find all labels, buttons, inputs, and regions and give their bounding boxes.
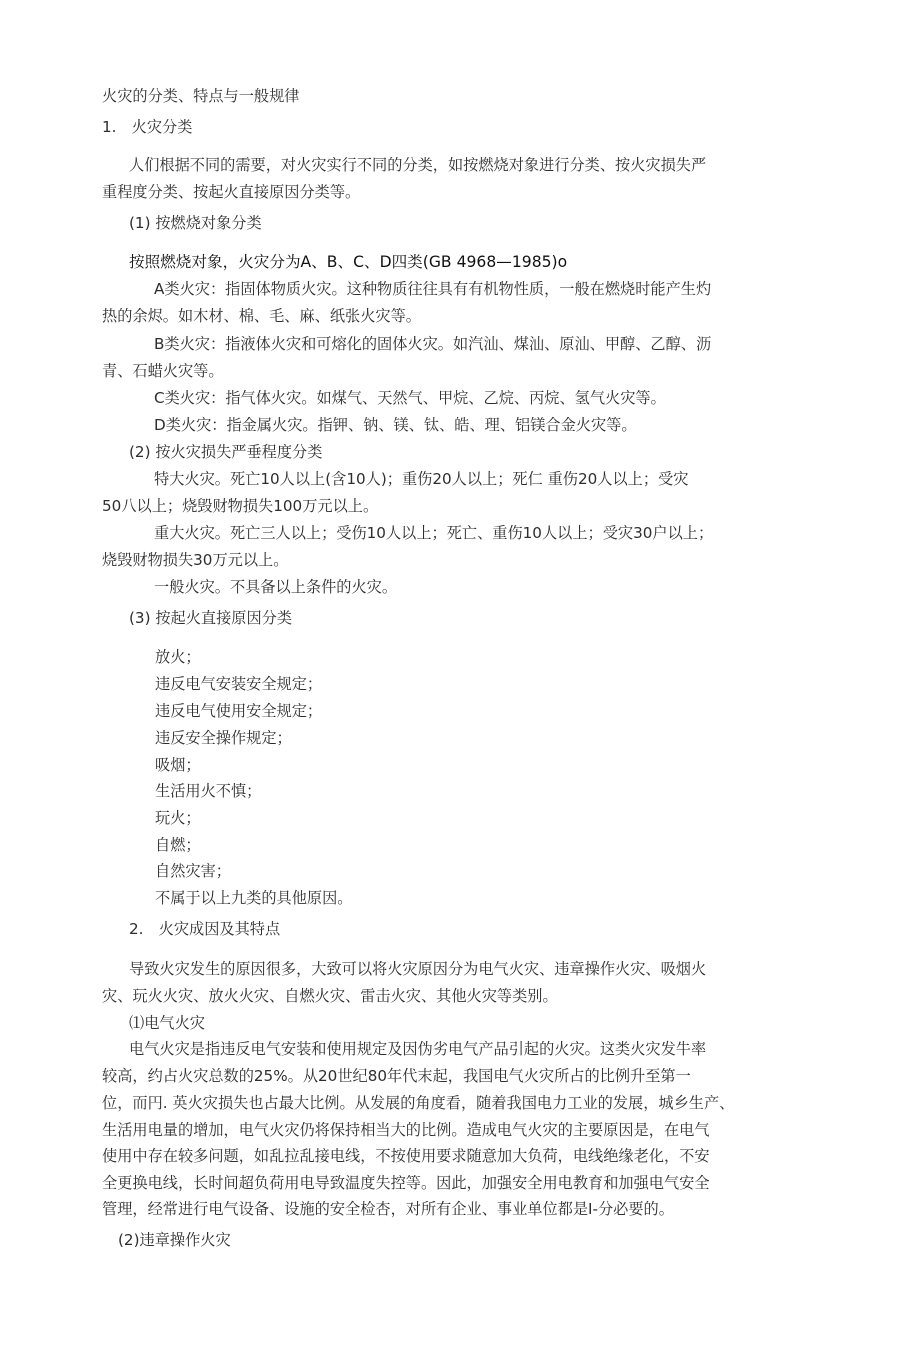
class-d: D类火灾：指金属火灾。指钾、钠、镁、钛、皓、理、铝镁合金火灾等。: [154, 416, 637, 434]
class-a-line-2: 热的余烬。如木材、棉、毛、麻、纸张火灾等。: [102, 307, 421, 325]
cause-item: 玩火；: [155, 809, 201, 827]
cause-item: 违反电气使用安全规定；: [155, 702, 323, 720]
cause-item: 吸烟；: [155, 756, 201, 774]
subsection-2-heading: (2) 按火灾损失严垂程度分类: [129, 443, 323, 461]
electrical-fire-heading: ⑴电气火灾: [129, 1014, 205, 1032]
special-fire-line-2: 50八以上；烧毁财物损失100万元以上。: [102, 497, 379, 515]
section-1-heading: 1. 火灾分类: [102, 118, 193, 136]
violation-fire-heading: (2)违章操作火灾: [118, 1231, 231, 1249]
cause-item: 违反安全操作规定；: [155, 729, 292, 747]
section-2-intro-line-2: 灾、玩火火灾、放火火灾、自燃火灾、雷击火灾、其他火灾等类别。: [102, 987, 558, 1005]
cause-item: 自燃；: [155, 836, 201, 854]
document-title: 火灾的分类、特点与一般规律: [102, 87, 300, 105]
class-b-line-2: 青、石蜡火灾等。: [102, 362, 224, 380]
section-2-intro-line-1: 导致火灾发生的原因很多，大致可以将火灾原因分为电气火灾、违章操作火灾、吸烟火: [129, 960, 707, 978]
major-fire-line-1: 重大火灾。死亡三人以上；受伤10人以上；死亡、重伤10人以上；受灾30户以上；: [154, 524, 714, 542]
cause-item: 放火；: [155, 648, 201, 666]
class-b-line-1: B类火灾：指液体火灾和可熔化的固体火灾。如汽汕、煤汕、原汕、甲醇、乙醇、沥: [154, 335, 712, 353]
electrical-fire-body-line: 生活用电量的增加，电气火灾仍将保持相当大的比例。造成电气火灾的主要原因是，在电气: [102, 1121, 710, 1139]
electrical-fire-body-line: 全更换电线，长时间超负荷用电导致温度失控等。因此，加强安全用电教育和加强电气安全: [102, 1174, 710, 1192]
electrical-fire-body-line: 电气火灾是指违反电气安装和使用规定及因伪劣电气产品引起的火灾。这类火灾发牛率: [129, 1040, 707, 1058]
cause-item: 生活用火不慎；: [155, 782, 262, 800]
subsection-1-heading: (1) 按燃烧对象分类: [129, 214, 262, 232]
subsection-3-heading: (3) 按起火直接原因分类: [129, 609, 293, 627]
section-1-intro-line-2: 重程度分类、按起火直接原因分类等。: [102, 183, 361, 201]
cause-item: 不属于以上九类的具他原因。: [155, 889, 353, 907]
electrical-fire-body-line: 管理，经常进行电气设备、设施的安全检杏，对所有企业、事业单位都是I-分必要的。: [102, 1200, 674, 1218]
major-fire-line-2: 烧毁财物损失30万元以上。: [102, 551, 289, 569]
cause-item: 自然灾害；: [155, 862, 231, 880]
special-fire-line-1: 特大火灾。死亡10人以上(含10人)；重伤20人以上；死仁 重伤20人以上；受灾: [154, 470, 689, 488]
class-c: C类火灾：指气体火灾。如煤气、天然气、甲烷、乙烷、丙烷、氢气火灾等。: [154, 389, 666, 407]
section-1-intro-line-1: 人们根据不同的需要，对火灾实行不同的分类，如按燃烧对象进行分类、按火灾损失严: [129, 156, 707, 174]
class-a-line-1: A类火灾：指固体物质火灾。这种物质往往具有有机物性质，一般在燃烧时能产生灼: [154, 280, 712, 298]
electrical-fire-body-line: 较高，约占火灾总数的25%。从20世纪80年代末起，我国电气火灾所占的比例升至第一: [102, 1067, 691, 1085]
classification-lead: 按照燃烧对象，火灾分为A、B、C、D四类(GB 4968—1985)o: [129, 253, 568, 271]
electrical-fire-body-line: 使用中存在较多问题，如乱拉乱接电线，不按使用要求随意加大负荷，电线绝缘老化，不安: [102, 1147, 710, 1165]
section-2-heading: 2. 火灾成因及其特点: [129, 920, 281, 938]
general-fire: 一般火灾。不具备以上条件的火灾。: [154, 578, 397, 596]
cause-item: 违反电气安装安全规定；: [155, 675, 323, 693]
electrical-fire-body-line: 位，而円. 英火灾损失也占最大比例。从发展的角度看，随着我国电力工业的发展，城乡生产、: [102, 1094, 735, 1112]
